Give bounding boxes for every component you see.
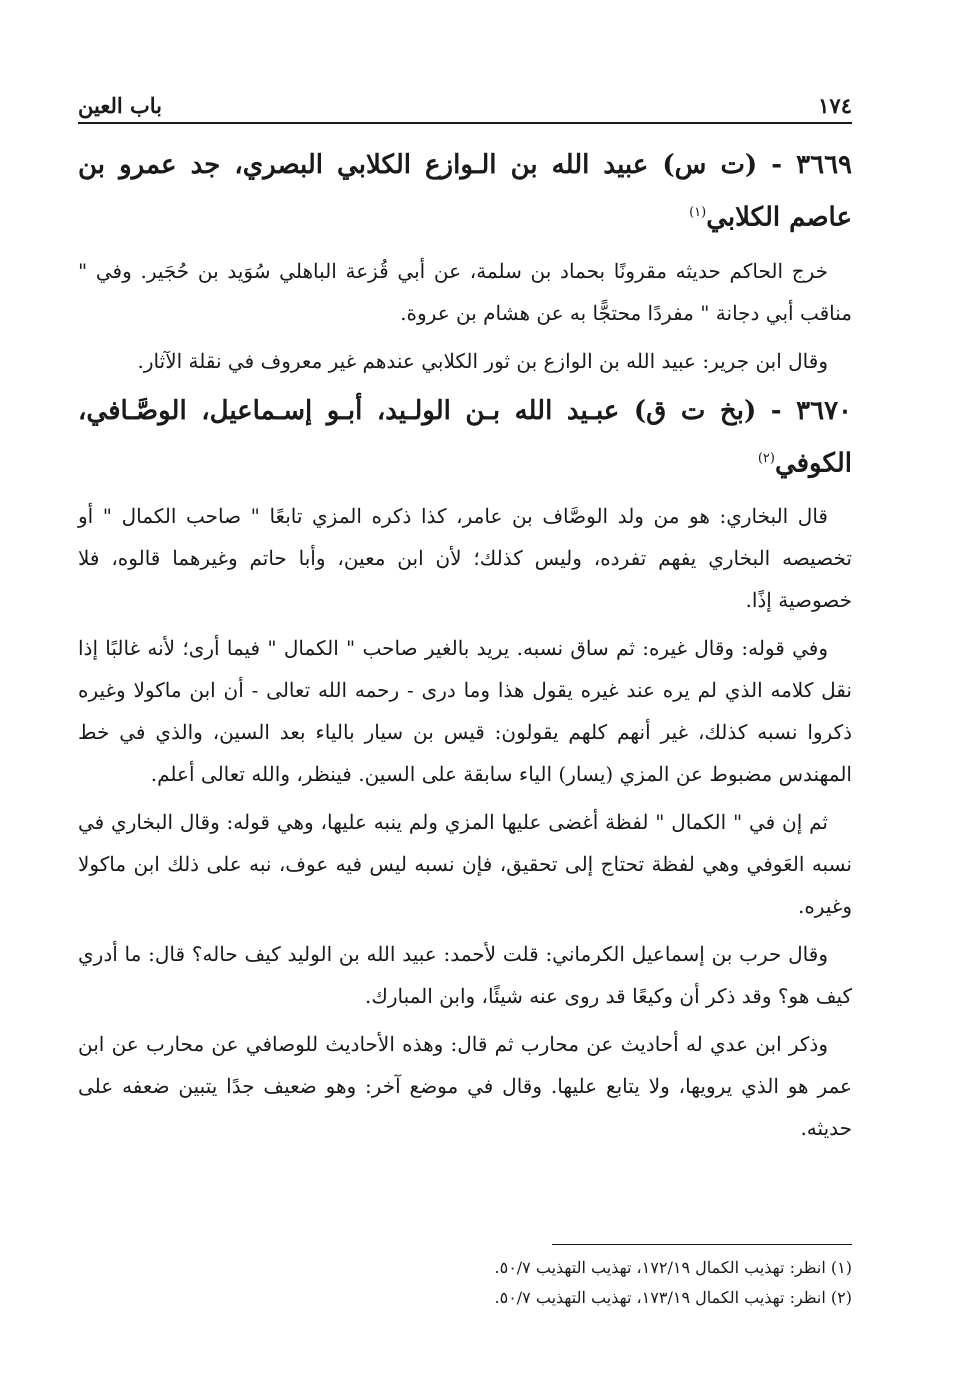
page-body bbox=[78, 78, 852, 1155]
entry-paragraph: وقال ابن جرير: عبيد الله بن الوازع بن ثور الكلابي عندهم غير معروف في نقلة الآثار. bbox=[137, 348, 828, 373]
entry-heading bbox=[78, 142, 852, 242]
entry-paragraph: وذكر ابن عدي له أحاديث عن محارب ثم قال: وهذه الأحاديث للوصافي عن محارب عن ابن عمر هو الذي يرويها، ولا يتابع عليها. وقال في موضع آخر: وهو ضعيف جدًا يتبين ضعفه على حديثه. bbox=[78, 1032, 852, 1141]
entry-heading-text: ٣٦٧٠ - (بخ ت ق) عبـيد الله بـن الولـيد، أبـو إسـماعيل، الوصَّـافي، الكوفي bbox=[78, 395, 852, 479]
running-header bbox=[78, 78, 852, 124]
chapter-title: باب العين bbox=[78, 93, 163, 118]
entry-paragraph: ثم إن في " الكمال " لفظة أغضى عليها المزي ولم ينبه عليها، وهي قوله: وقال البخاري في نسبه العَوفي وهي لفظة تحتاج إلى تحقيق، فإن نسبه ليس فيه عوف، نبه على ذلك ابن ماكولا وغيره. bbox=[78, 810, 852, 919]
entry-heading-text: ٣٦٦٩ - (ت س) عبيد الله بن الـوازع الكلابي البصري، جد عمرو بن عاصم الكلابي bbox=[78, 150, 852, 233]
footnote-reference: (١) bbox=[689, 205, 707, 220]
entry-heading bbox=[78, 388, 852, 488]
footnotes bbox=[78, 1244, 852, 1313]
page-number: ١٧٤ bbox=[818, 93, 852, 118]
entry-3669 bbox=[78, 142, 852, 382]
entry-paragraph: وفي قوله: وقال غيره: ثم ساق نسبه. يريد بالغير صاحب " الكمال " فيما أرى؛ لأنه غالبًا إذا نقل كلامه الذي لم يره عند غيره يقول هذا وما درى - رحمه الله تعالى - أن ابن ماكولا وغيره ذكروا نسبه كذلك، غير أنهم كلهم يقولون: قيس بن سيار بالياء بعد السين، والذي في خط المهندس مضبوط عن المزي (يسار) الياء سابقة على السين. فينظر، والله تعالى أعلم. bbox=[78, 636, 852, 787]
entry-3670 bbox=[78, 388, 852, 1150]
entry-paragraph: خرج الحاكم حديثه مقرونًا بحماد بن سلمة، عن أبي قُزعة الباهلي سُوَيد بن حُجَير. وفي " مناقب أبي دجانة " مفردًا محتجًّا به عن هشام بن عروة. bbox=[78, 258, 852, 325]
entry-paragraph: وقال حرب بن إسماعيل الكرماني: قلت لأحمد: عبيد الله بن الوليد كيف حاله؟ قال: ما أدري كيف هو؟ وقد ذكر أن وكيعًا قد روى عنه شيئًا، وابن المبارك. bbox=[78, 942, 852, 1009]
footnote-divider bbox=[552, 1244, 852, 1245]
entry-paragraph: قال البخاري: هو من ولد الوصَّاف بن عامر، كذا ذكره المزي تابعًا " صاحب الكمال " أو تخصيصه البخاري يفهم تفرده، وليس كذلك؛ لأن ابن معين، وأبا حاتم وغيرهما قالوه، فلا خصوصية إذًا. bbox=[78, 504, 852, 613]
footnote-2: (٢) انظر: تهذيب الكمال ١٧٣/١٩، تهذيب التهذيب ٥٠/٧. bbox=[494, 1288, 852, 1307]
footnote-1: (١) انظر: تهذيب الكمال ١٧٢/١٩، تهذيب التهذيب ٥٠/٧. bbox=[494, 1258, 852, 1277]
footnote-reference: (٢) bbox=[757, 450, 775, 466]
